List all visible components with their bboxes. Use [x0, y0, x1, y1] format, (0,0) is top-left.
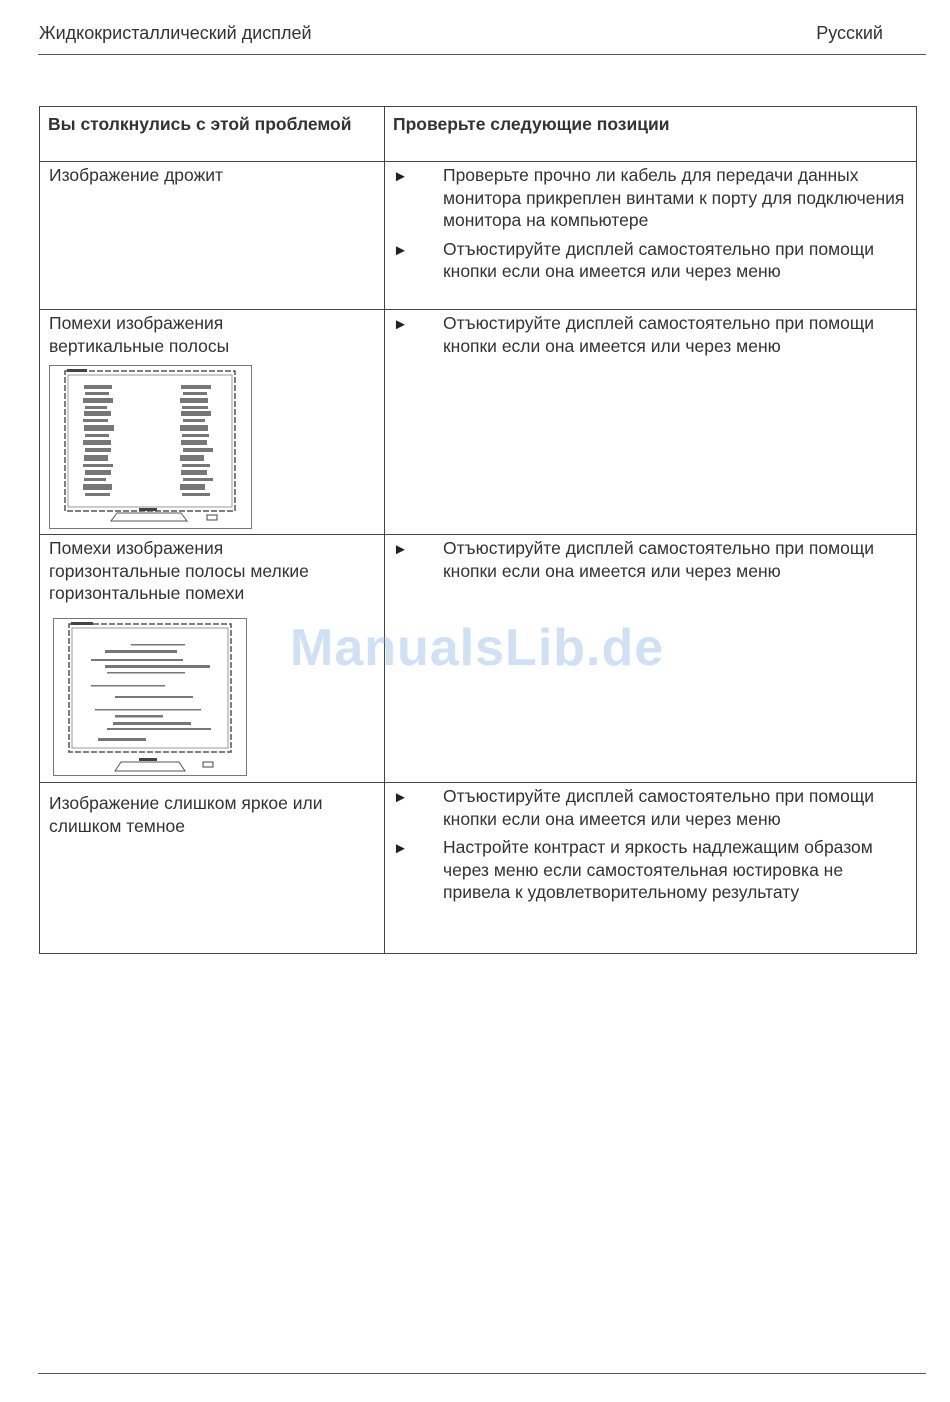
problem-text: Изображение дрожит: [49, 165, 224, 185]
footer-divider: [38, 1373, 926, 1374]
bullet-arrow-icon: ►: [393, 316, 408, 333]
check-item: [393, 312, 908, 357]
table-row: [40, 310, 917, 535]
bullet-arrow-icon: ►: [393, 168, 408, 185]
checks-cell: [385, 162, 917, 310]
column-header-problem: Вы столкнулись с этой проблемой: [40, 107, 385, 162]
problem-text: Изображение слишком яркое или слишком темное: [49, 793, 323, 836]
watermark: ManualsLib.de: [290, 619, 665, 677]
check-text: Настройте контраст и яркость надлежащим образом через меню если самостоятельная юстировка не привела к удовлетворительному результату: [443, 837, 873, 902]
check-text: Проверьте прочно ли кабель для передачи данных монитора прикреплен винтами к порту для подключения монитора на компьютере: [443, 165, 905, 230]
problem-text: Помехи изображения горизонтальные полосы мелкие горизонтальные помехи: [49, 538, 309, 603]
header-language: Русский: [816, 23, 883, 43]
check-text: Отъюстируйте дисплей самостоятельно при помощи кнопки если она имеется или через меню: [443, 313, 875, 356]
header-title: Жидкокристаллический дисплей: [39, 23, 312, 43]
problem-cell: [40, 535, 385, 783]
problem-cell: [40, 310, 385, 535]
problem-cell: [40, 783, 385, 954]
checks-cell: [385, 783, 917, 954]
troubleshooting-table: [39, 106, 917, 954]
problem-text: Помехи изображения вертикальные полосы: [49, 313, 230, 356]
vertical-stripes-monitor-illustration: [49, 365, 252, 529]
table-row: [40, 783, 917, 954]
checks-cell: [385, 535, 917, 783]
table-row: [40, 162, 917, 310]
page-header: [38, 22, 926, 55]
check-text: Отъюстируйте дисплей самостоятельно при помощи кнопки если она имеется или через меню: [443, 786, 875, 829]
check-item: [393, 164, 908, 232]
check-item: [393, 836, 908, 904]
bullet-arrow-icon: ►: [393, 541, 408, 558]
table-header-row: [40, 107, 917, 162]
check-item: [393, 537, 908, 582]
check-item: [393, 238, 908, 283]
check-text: Отъюстируйте дисплей самостоятельно при помощи кнопки если она имеется или через меню: [443, 538, 875, 581]
checks-cell: [385, 310, 917, 535]
bullet-arrow-icon: ►: [393, 840, 408, 857]
horizontal-stripes-monitor-illustration: [53, 618, 247, 776]
bullet-arrow-icon: ►: [393, 241, 408, 259]
bullet-arrow-icon: ►: [393, 789, 408, 806]
table-row: [40, 535, 917, 783]
check-text: Отъюстируйте дисплей самостоятельно при помощи кнопки если она имеется или через меню: [443, 238, 875, 281]
column-header-checks: Проверьте следующие позиции: [385, 107, 917, 162]
check-item: [393, 785, 908, 830]
problem-cell: [40, 162, 385, 310]
